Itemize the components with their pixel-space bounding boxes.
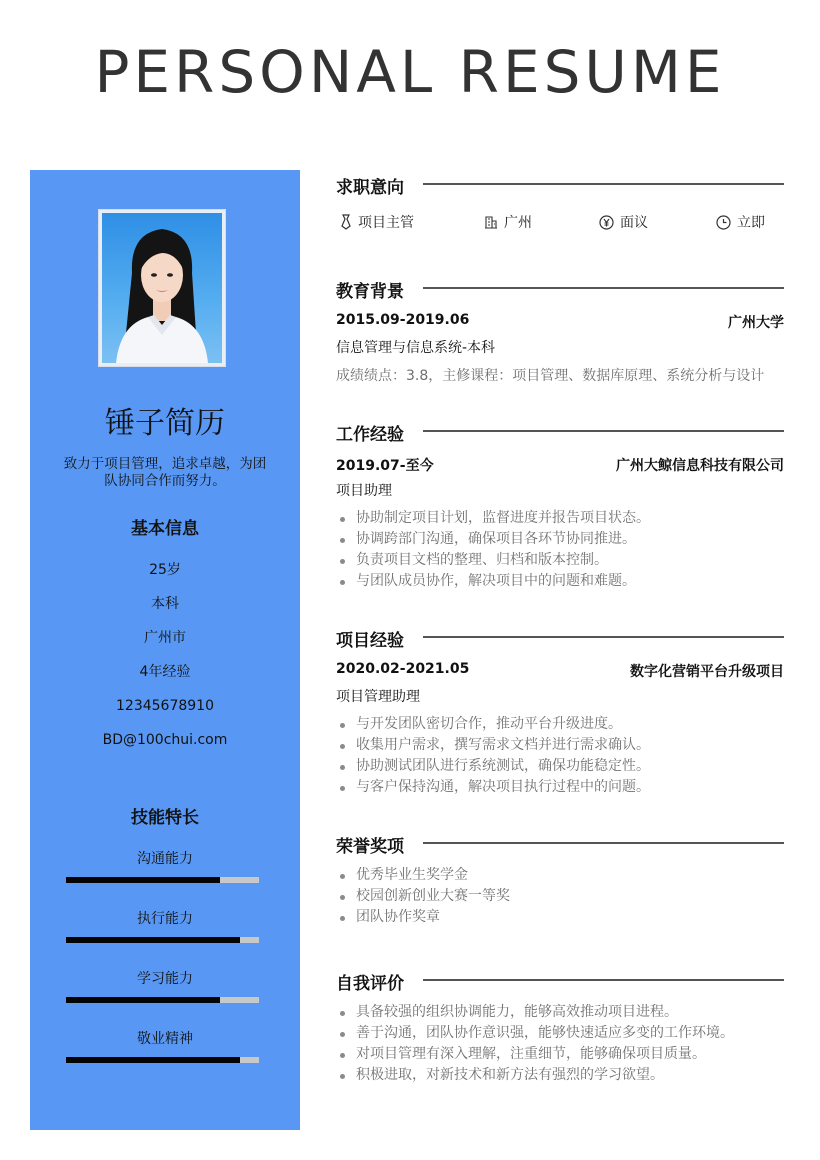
work-date: 2019.07-至今 (336, 458, 434, 474)
profile-photo (98, 209, 226, 367)
info-degree: 本科 (151, 596, 179, 612)
list-item: 协助制定项目计划，监督进度并报告项目状态。 (336, 508, 784, 529)
skill-bar-fill (66, 877, 220, 883)
self-evaluation-section (336, 966, 784, 1086)
section-title: 自我评价 (336, 974, 404, 994)
portrait-illustration (102, 213, 222, 363)
section-divider (423, 842, 784, 844)
skills-list (30, 846, 300, 1086)
skill-item (30, 1026, 300, 1086)
project-role: 项目管理助理 (336, 689, 420, 705)
intent-availability-label: 立即 (737, 215, 765, 231)
work-company: 广州大鲸信息科技有限公司 (616, 458, 784, 474)
list-item: 具备较强的组织协调能力，能够高效推动项目进程。 (336, 1002, 784, 1023)
info-experience: 4年经验 (139, 664, 191, 680)
skill-label: 学习能力 (137, 971, 193, 987)
honors-section (336, 829, 784, 928)
list-item: 协调跨部门沟通，确保项目各环节协同推进。 (336, 529, 784, 550)
section-divider (423, 979, 784, 981)
intent-salary-label: 面议 (620, 215, 648, 231)
clock-icon (716, 215, 731, 230)
skills-heading: 技能特长 (131, 808, 199, 828)
project-section (336, 623, 784, 798)
motto: 致力于项目管理，追求卓越，为团队协同合作而努力。 (63, 456, 267, 489)
section-divider (423, 430, 784, 432)
info-city: 广州市 (144, 630, 186, 646)
skill-label: 沟通能力 (137, 851, 193, 867)
education-detail: 成绩绩点：3.8，主修课程：项目管理、数据库原理、系统分析与设计 (336, 368, 765, 384)
skill-bar-fill (66, 997, 220, 1003)
list-item: 收集用户需求，撰写需求文档并进行需求确认。 (336, 735, 784, 756)
section-title: 项目经验 (336, 631, 404, 651)
building-icon (484, 215, 498, 229)
list-item: 与开发团队密切合作，推动平台升级进度。 (336, 714, 784, 735)
education-section (336, 274, 784, 385)
intent-position (340, 212, 414, 232)
education-major: 信息管理与信息系统-本科 (336, 340, 496, 356)
tie-icon (340, 214, 352, 230)
work-bullets (336, 508, 784, 592)
skill-label: 执行能力 (137, 911, 193, 927)
list-item: 协助测试团队进行系统测试，确保功能稳定性。 (336, 756, 784, 777)
education-date: 2015.09-2019.06 (336, 312, 470, 328)
info-email: BD@100chui.com (102, 732, 228, 748)
section-title: 工作经验 (336, 425, 404, 445)
section-title: 教育背景 (336, 282, 404, 302)
skill-item (30, 906, 300, 966)
self-evaluation-bullets (336, 1002, 784, 1086)
yen-icon (599, 215, 614, 230)
info-phone: 12345678910 (116, 698, 214, 714)
intent-location (484, 212, 532, 232)
section-divider (423, 183, 784, 185)
skill-bar-fill (66, 937, 240, 943)
candidate-name: 锤子简历 (105, 406, 225, 441)
list-item: 对项目管理有深入理解，注重细节，能够确保项目质量。 (336, 1044, 784, 1065)
info-age: 25岁 (149, 562, 181, 578)
list-item: 负责项目文档的整理、归档和版本控制。 (336, 550, 784, 571)
job-intent-section (336, 170, 784, 236)
work-section (336, 417, 784, 592)
list-item: 校园创新创业大赛一等奖 (336, 886, 784, 907)
skill-item (30, 966, 300, 1026)
section-title: 荣誉奖项 (336, 837, 404, 857)
intent-position-label: 项目主管 (358, 215, 414, 231)
list-item: 善于沟通，团队协作意识强，能够快速适应多变的工作环境。 (336, 1023, 784, 1044)
skill-bar-track (66, 997, 259, 1003)
section-title: 求职意向 (336, 178, 404, 198)
skill-bar-track (66, 877, 259, 883)
project-name: 数字化营销平台升级项目 (630, 664, 784, 680)
list-item: 积极进取，对新技术和新方法有强烈的学习欲望。 (336, 1065, 784, 1086)
page-title: PERSONAL RESUME (94, 38, 726, 106)
skill-bar-track (66, 937, 259, 943)
sidebar (30, 170, 300, 1130)
list-item: 优秀毕业生奖学金 (336, 865, 784, 886)
section-divider (423, 636, 784, 638)
project-bullets (336, 714, 784, 798)
section-divider (423, 287, 784, 289)
skill-bar-track (66, 1057, 259, 1063)
skill-label: 敬业精神 (137, 1031, 193, 1047)
list-item: 团队协作奖章 (336, 907, 784, 928)
basic-info-heading: 基本信息 (131, 519, 199, 539)
intent-location-label: 广州 (504, 215, 532, 231)
list-item: 与团队成员协作，解决项目中的问题和难题。 (336, 571, 784, 592)
intent-availability (716, 212, 765, 232)
project-date: 2020.02-2021.05 (336, 661, 470, 677)
basic-info-list (30, 560, 300, 764)
education-school: 广州大学 (728, 315, 784, 331)
skill-item (30, 846, 300, 906)
honors-bullets (336, 865, 784, 928)
list-item: 与客户保持沟通，解决项目执行过程中的问题。 (336, 777, 784, 798)
skill-bar-fill (66, 1057, 240, 1063)
intent-salary (599, 212, 648, 232)
work-role: 项目助理 (336, 483, 392, 499)
